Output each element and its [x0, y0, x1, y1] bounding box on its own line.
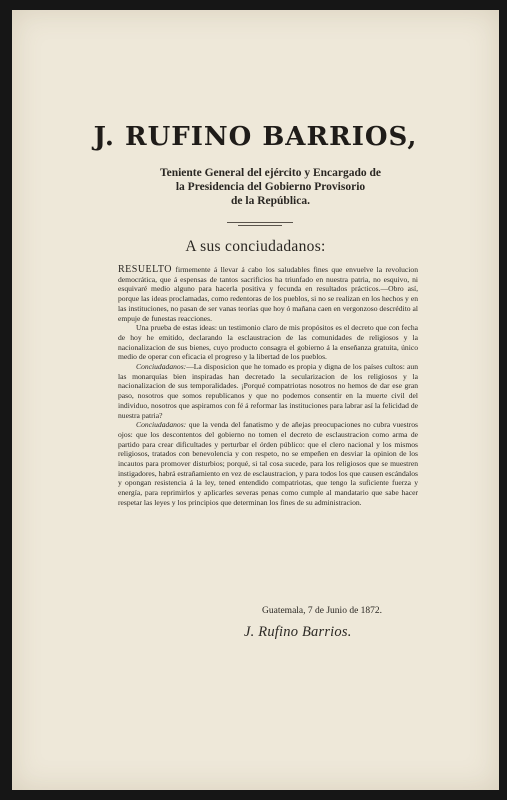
- paragraph-text: que la venda del fanatismo y de añejas preocupaciones no cubra vuestros ojos: que los descontentos del gobierno no tomen el decreto de esclaustracion como arma de partido para crear dificultades y perturbar el órden público: que el clero nacional y los mismos religiosos, tratados con benevolencia y con respeto, no se empeñen en desviar la opinion de los incautos para promover disturbios; porqué, si tal cosa sucede, para los religiosos que se muestren instigadores, habrá estrañamiento en vez de esclaustracion, y para todos los que causen escándalos y opongan resistencia á la ley, tened entendido compatriotas, que tengo la suficiente fuerza y energía, para reprimirlos y aplicarles severas penas como cumple al mandatario que sabe hacer respetar las leyes y los principios que determinan los fines de su administracion.: [118, 420, 418, 507]
- paragraph-lead: Conciudadanos:: [136, 362, 187, 372]
- divider: [238, 225, 282, 226]
- paragraph-lead: RESUELTO: [118, 264, 173, 275]
- subtitle: [112, 166, 429, 208]
- salutation-heading: A sus conciudadanos:: [185, 238, 326, 255]
- document-page: [12, 10, 499, 790]
- paragraph-text: —La disposicion que he tomado es propia y digna de los países cultos: aun las monarquías bien inspiradas han decretado la secularizacion de los religiosos y la nacionalizacion de sus temporalidades. ¡Porqué compatriotas nosotros no hemos de dar ese gran paso, nosotros que somos republicanos y que no podemos consentir en la muerte civil del individuo, nosotros que aspiramos con fé á reformar las instituciones para labrar así la felicidad de nuestra patria?: [118, 362, 418, 420]
- paragraph: [118, 420, 418, 507]
- signature: J. Rufino Barrios.: [244, 624, 352, 640]
- paragraph: [118, 362, 418, 420]
- document-title: J. RUFINO BARRIOS,: [93, 122, 418, 152]
- paragraph: [118, 265, 418, 323]
- divider: [227, 222, 293, 223]
- document-date: Guatemala, 7 de Junio de 1872.: [262, 606, 383, 616]
- document-body: [118, 265, 418, 508]
- subtitle-line: Teniente General del ejército y Encargado de: [159, 167, 382, 179]
- paragraph: Una prueba de estas ideas: un testimonio claro de mis propósitos es el decreto que con fecha de hoy he emitido, declarando la esclaustracion de las comunidades de religiosos y la nacionalizacion de sus bienes, cuyo producto consagra el gobierno á la enseñanza gratuita, único medio de operar con eficacia el progreso y la libertad de los pueblos.: [118, 323, 418, 362]
- paragraph-lead: Conciudadanos:: [136, 420, 187, 430]
- paragraph-text: firmemente á llevar á cabo los saludables fines que envuelve la revolucion democrática, que á espensas de tantos sacrificios ha triunfado en nuestra patria, no esquivo, ni esquivaré medio alguno para hacerla positiva y fecunda en resultados prácticos.—Obro así, porque las ideas proclamadas, como redentoras de los pueblos, si no se realizan en los hechos y en las instituciones, no pasan de ser vanas teorías que hoy ó mañana caen en vergonzoso descrédito al empuje de funestas reacciones.: [118, 265, 418, 323]
- subtitle-line: la Presidencia del Gobierno Provisorio: [175, 181, 366, 193]
- subtitle-line: de la República.: [231, 195, 310, 207]
